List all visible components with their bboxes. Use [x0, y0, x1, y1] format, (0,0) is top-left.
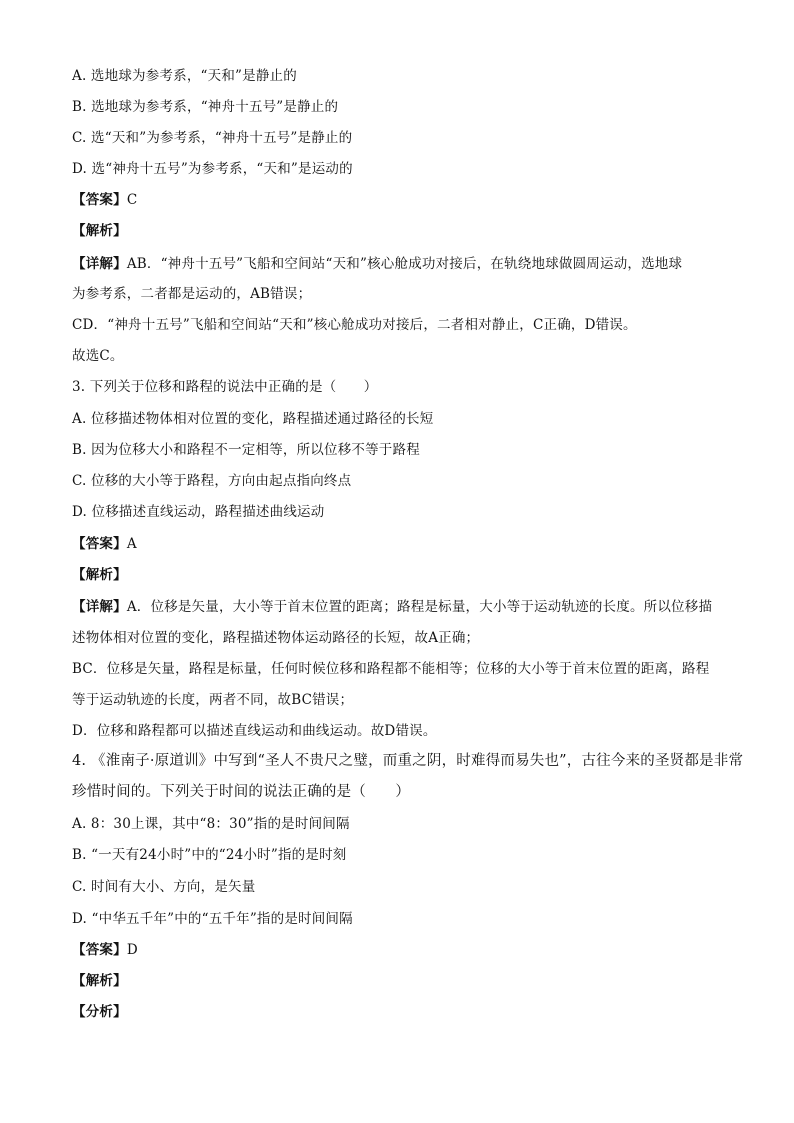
q2-detail-tag: 【详解】 [72, 256, 127, 272]
q4-answer-line [72, 941, 138, 959]
q3-detail-text-1: A．位移是矢量，大小等于首末位置的距离；路程是标量，大小等于运动轨迹的长度。所以位移描 [126, 599, 713, 615]
q4-answer-tag: 【答案】 [72, 942, 127, 958]
q3-answer-value: A [126, 536, 137, 552]
q4-analysis-tag: 【解析】 [72, 973, 127, 989]
q3-option-d: D. 位移描述直线运动，路程描述曲线运动 [72, 504, 325, 520]
q2-detail-text-1: AB．“神舟十五号”飞船和空间站“天和”核心舱成功对接后，在轨绕地球做圆周运动，选地球 [126, 256, 683, 272]
q4-option-d: D. “中华五千年”中的“五千年”指的是时间间隔 [72, 911, 353, 927]
q2-analysis-tag: 【解析】 [72, 223, 127, 239]
q3-analysis-tag: 【解析】 [72, 567, 127, 583]
q2-option-c: C. 选“天和”为参考系，“神舟十五号”是静止的 [72, 130, 353, 146]
q3-detail-line-4: 等于运动轨迹的长度，两者不同，故BC错误； [72, 692, 354, 708]
q3-answer-line [72, 535, 137, 553]
q4-answer-value: D [126, 942, 138, 958]
q2-answer-tag: 【答案】 [72, 192, 127, 208]
q4-option-b: B. “一天有24小时”中的“24小时”指的是时刻 [72, 847, 347, 863]
q3-option-c: C. 位移的大小等于路程，方向由起点指向终点 [72, 473, 352, 489]
q3-detail-line-5: D．位移和路程都可以描述直线运动和曲线运动。故D错误。 [72, 723, 437, 739]
q2-detail-line-3: CD．“神舟十五号”飞船和空间站“天和”核心舱成功对接后，二者相对静止，C正确，D错误。 [72, 317, 637, 333]
q4-option-c: C. 时间有大小、方向，是矢量 [72, 879, 256, 895]
q4-question-line-1: 4. 《淮南子·原道训》中写到“圣人不贵尺之璧，而重之阴，时难得而易失也”，古往今来的圣贤都是非常 [72, 753, 744, 769]
q3-option-a: A. 位移描述物体相对位置的变化，路程描述通过路径的长短 [72, 411, 434, 427]
q3-detail-line-3: BC．位移是矢量，路程是标量，任何时候位移和路程都不能相等；位移的大小等于首末位置的距离，路程 [72, 661, 710, 677]
q2-detail-line-1 [72, 255, 682, 273]
q2-answer-value: C [126, 192, 138, 208]
q2-detail-line-4: 故选C。 [72, 348, 124, 364]
q3-question: 3. 下列关于位移和路程的说法中正确的是（ ） [72, 379, 378, 395]
q3-detail-tag: 【详解】 [72, 599, 127, 615]
q3-answer-tag: 【答案】 [72, 536, 127, 552]
q2-option-b: B. 选地球为参考系，“神舟十五号”是静止的 [72, 99, 339, 115]
q2-detail-line-2: 为参考系，二者都是运动的，AB错误； [72, 286, 312, 302]
q4-option-a: A. 8：30上课，其中“8：30”指的是时间间隔 [72, 816, 350, 832]
q3-option-b: B. 因为位移大小和路程不一定相等，所以位移不等于路程 [72, 442, 420, 458]
q3-detail-line-2: 述物体相对位置的变化，路程描述物体运动路径的长短，故A正确； [72, 630, 480, 646]
q2-option-a: A. 选地球为参考系，“天和”是静止的 [72, 68, 297, 84]
q2-answer-line [72, 191, 137, 209]
q4-fenxi-tag: 【分析】 [72, 1004, 127, 1020]
q3-detail-line-1 [72, 598, 712, 616]
q2-option-d: D. 选“神舟十五号”为参考系，“天和”是运动的 [72, 161, 353, 177]
q4-question-line-2: 珍惜时间的。下列关于时间的说法正确的是（ ） [72, 784, 411, 800]
